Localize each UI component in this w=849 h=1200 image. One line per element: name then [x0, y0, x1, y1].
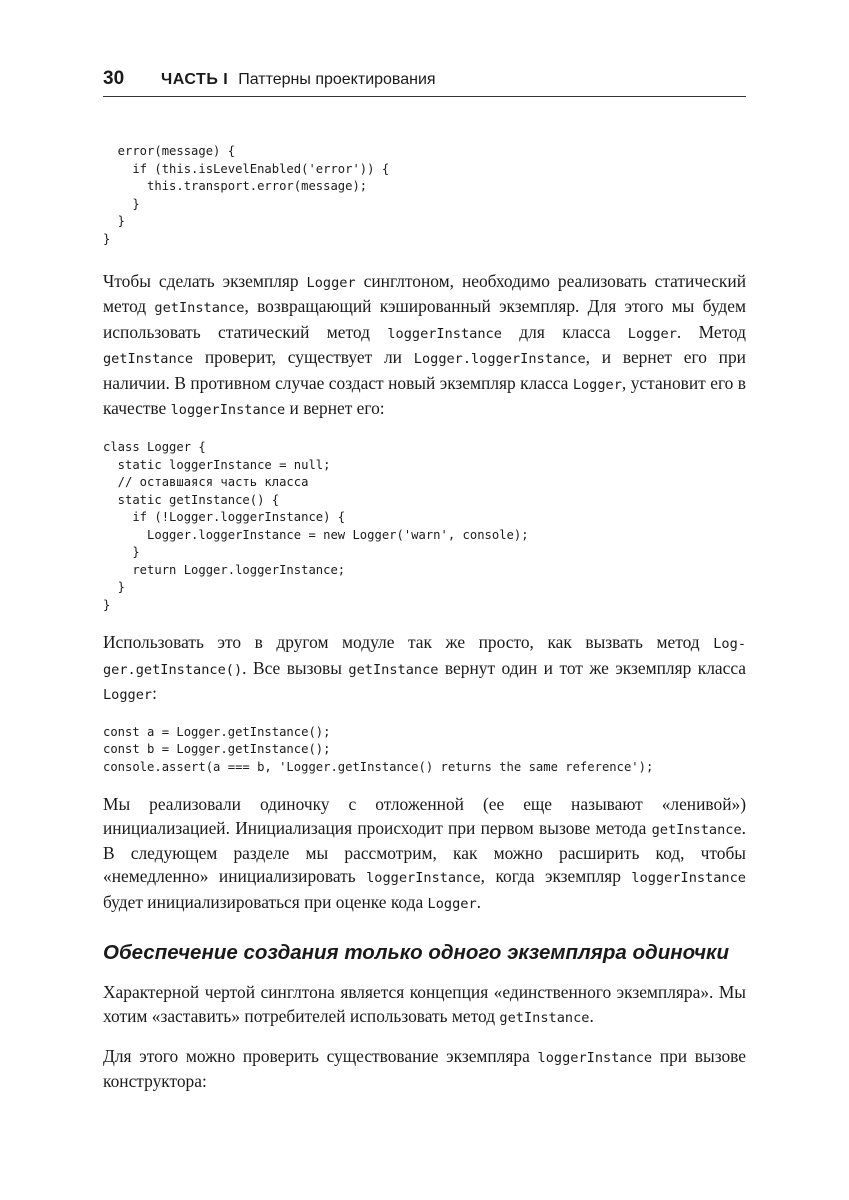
code-block-assert: const a = Logger.getInstance(); const b = Logger.getInstance(); console.assert(a === b, 'Logger.getInstance() returns the same reference');	[103, 724, 654, 774]
paragraph-usage: Использовать это в другом модуле так же просто, как вызвать метод Logger.getInstance(). Все вызовы getInstance вернут один и тот же экземпляр класса Logger:	[103, 632, 746, 704]
paragraph-constructor-check: Для этого можно проверить существование экземпляра loggerInstance при вызове конструктора:	[103, 1046, 746, 1092]
code-block-logger-class: class Logger { static loggerInstance = null; // оставшаяся часть класса static getInstance() { if (!Logger.loggerInstance) { Logger.loggerInstance = new Logger('warn', console); } return Logger.loggerInstance; } }	[103, 440, 529, 612]
paragraph-singleton-intro: Чтобы сделать экземпляр Logger синглтоном, необходимо реализовать статический метод getInstance, возвращающий кэшированный экземпляр. Для этого мы будем использовать статический метод loggerInstance для класса Logger. Метод getInstance проверит, существует ли Logger.loggerInstance, и вернет его при наличии. В противном случае создаст новый экземпляр класса Logger, установит его в качестве loggerInstance и вернет его:	[103, 271, 747, 419]
paragraph-single-instance: Характерной чертой синглтона является концепция «единственного экземпляра». Мы хотим «заставить» потребителей использовать метод getInstance.	[103, 982, 746, 1026]
paragraph-lazy-init: Мы реализовали одиночку с отложенной (ее еще называют «ленивой») инициализацией. Инициализация происходит при первом вызове метода getInstance. В следующем разделе мы рассмотрим, как можно расширить код, чтобы «немедленно» инициализировать loggerInstance, когда экземпляр loggerInstance будет инициализироваться при оценке кода Logger.	[103, 794, 746, 912]
header-title: Паттерны проектирования	[238, 71, 436, 88]
page-number: 30	[103, 68, 125, 89]
section-heading: Обеспечение создания только одного экземпляра одиночки	[103, 941, 729, 965]
book-page	[103, 68, 746, 1094]
code-block-error-method: error(message) { if (this.isLevelEnabled('error')) { this.transport.error(message); } } }	[103, 144, 390, 246]
part-label: ЧАСТЬ I	[161, 71, 229, 88]
running-header	[103, 68, 746, 97]
